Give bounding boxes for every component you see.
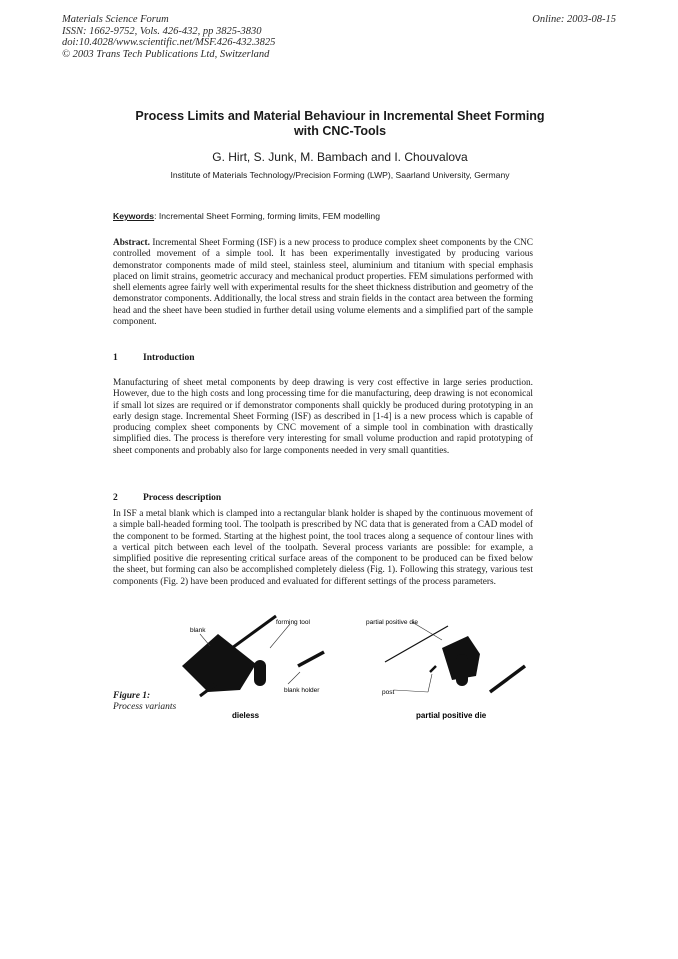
figure-process-variants xyxy=(180,614,530,724)
forming-tool-shape xyxy=(456,654,468,686)
label-blank-holder: blank holder xyxy=(284,687,320,694)
label-forming-tool: forming tool xyxy=(276,619,310,626)
leader-line xyxy=(428,674,432,692)
figure-caption-text: Process variants xyxy=(113,702,177,712)
leader-line xyxy=(394,690,428,692)
label-blank: blank xyxy=(190,627,206,634)
copyright-line: © 2003 Trans Tech Publications Ltd, Switzerland xyxy=(62,48,270,60)
partial-positive-die-diagram xyxy=(366,619,525,720)
abstract-text: Incremental Sheet Forming (ISF) is a new process to produce complex sheet components by the CNC controlled movement of a simple tool. It has been experimentally investigated by producing various demonstrator components made of mild steel, stainless steel, aluminium and titanium with special emphasis placed on limit strains, geometric accuracy and mechanical product properties. FEM simulations performed with shell elements agree fairly well with experimental results for the sheet thickness distribution and geometry of the demonstrator components. Additionally, the local stress and strain fields in the contact area between the forming head and the sheet have been studied in further detail using volume elements and a simplified part of the sample component. xyxy=(113,238,533,328)
post-shape xyxy=(430,666,436,672)
blank-holder-bar xyxy=(232,616,276,648)
section-title: Process description xyxy=(143,493,222,503)
paper-title-line2: with CNC-Tools xyxy=(293,124,387,138)
section-heading-introduction xyxy=(113,353,195,363)
keywords xyxy=(113,211,380,221)
keywords-text: : Incremental Sheet Forming, forming limits, FEM modelling xyxy=(154,211,380,221)
forming-tool-shape xyxy=(254,660,266,686)
figure-caption xyxy=(113,691,176,713)
affiliation: Institute of Materials Technology/Precision Forming (LWP), Saarland University, Germany xyxy=(170,170,510,180)
label-dieless: dieless xyxy=(232,711,260,720)
blank-holder-bar xyxy=(298,652,324,666)
abstract xyxy=(113,238,533,328)
leader-line xyxy=(270,624,290,648)
process-paragraph: In ISF a metal blank which is clamped into a rectangular blank holder is shaped by the continuous movement of a simple ball-headed forming tool. The toolpath is prescribed by NC data that is generated from a CAD model of the component to be formed. Starting at the highest point, the tool traces along a sequence of contour lines with a vertical pitch between each level of the toolpath. Several process variants are possible: for example, a simplified positive die representing critical surface areas of the component to be produced can be fixed below the sheet, but forming can also be accomplished completely dieless (Fig. 1). Following this strategy, various test components (Fig. 2) have been produced and evaluated for different settings of the process parameters. xyxy=(113,509,533,587)
leader-line xyxy=(200,634,210,646)
section-number: 1 xyxy=(113,353,118,363)
label-partial-positive-die-caption: partial positive die xyxy=(416,711,487,720)
keywords-label: Keywords xyxy=(113,211,155,221)
section-heading-process xyxy=(113,493,221,503)
journal-name: Materials Science Forum xyxy=(62,14,169,25)
doi-link[interactable]: doi:10.4028/www.scientific.net/MSF.426-432.3825 xyxy=(62,37,276,48)
leader-line xyxy=(288,672,300,684)
issn-line: ISSN: 1662-9752, Vols. 426-432, pp 3825-3830 xyxy=(62,25,262,37)
blank-holder-bar xyxy=(490,666,525,692)
blank-sheet-shape xyxy=(182,634,256,692)
online-date: Online: 2003-08-15 xyxy=(532,14,616,25)
paper-title-line1: Process Limits and Material Behaviour in Incremental Sheet Forming xyxy=(135,109,545,123)
abstract-label: Abstract. xyxy=(113,238,150,248)
section-number: 2 xyxy=(113,493,118,503)
paper-title xyxy=(95,109,585,139)
journal-header xyxy=(62,14,275,60)
label-partial-positive-die: partial positive die xyxy=(366,619,419,626)
figure-caption-title: Figure 1: xyxy=(113,691,151,701)
introduction-paragraph: Manufacturing of sheet metal components by deep drawing is very cost effective in large series production. However, due to the high costs and long processing time for die manufacturing, deep drawing is not economical if small lot sizes are required or if demonstrator components shall quickly be produced during prototyping in an early design stage. Incremental Sheet Forming (ISF) as described in [1-4] is a new process which is capable of producing complex sheet components by CNC movement of a simple tool in combination with drastically simplified dies. The process is therefore very interesting for small volume production and rapid prototyping of sheet components and probably also for large components needed in very small quantities. xyxy=(113,378,533,456)
label-post: post xyxy=(382,689,395,696)
dieless-diagram xyxy=(182,616,324,720)
authors: G. Hirt, S. Junk, M. Bambach and I. Chouvalova xyxy=(212,150,468,164)
section-title: Introduction xyxy=(143,353,195,363)
sheet-edge-line xyxy=(385,626,448,662)
